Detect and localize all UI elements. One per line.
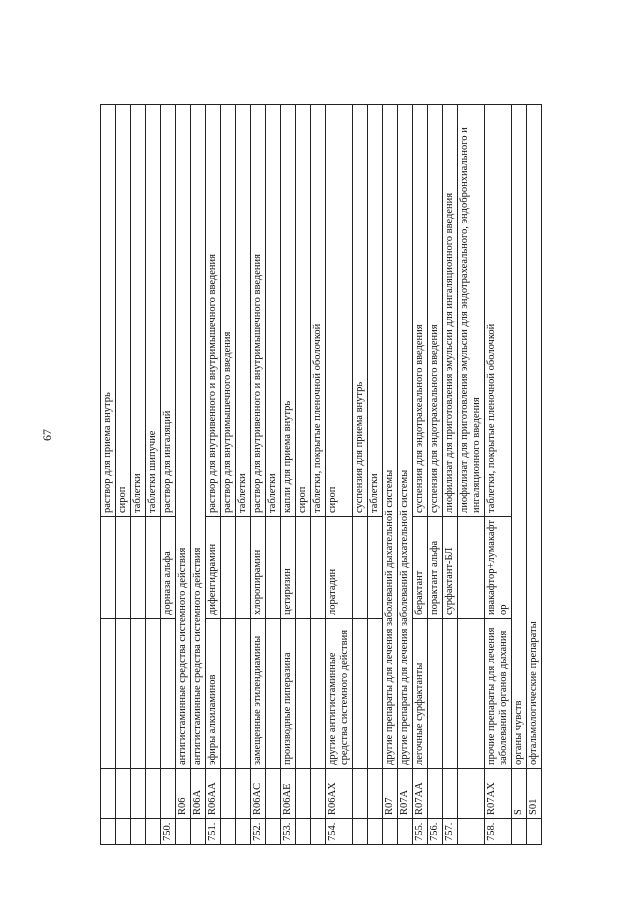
atc-code-cell: R06AE [281, 769, 296, 819]
dosage-form-cell: раствор для ингаляций [161, 105, 176, 517]
table-row [131, 105, 146, 845]
drug-name-cell [311, 517, 326, 619]
row-number-cell [368, 819, 383, 845]
atc-group-cell [368, 619, 383, 769]
row-number-cell [512, 819, 527, 845]
atc-group-cell [311, 619, 326, 769]
atc-code-cell: S [512, 769, 527, 819]
table-row [206, 105, 221, 845]
atc-group-cell: органы чувств [512, 105, 527, 769]
table-row [176, 105, 191, 845]
row-number-cell: 756. [428, 819, 443, 845]
atc-group-cell [146, 619, 161, 769]
atc-group-cell [161, 619, 176, 769]
dosage-form-cell: раствор для внутривенного и внутримышечного введения [251, 105, 266, 517]
atc-code-cell [101, 769, 116, 819]
table-row [428, 105, 443, 845]
atc-group-cell [236, 619, 251, 769]
row-number-cell [458, 819, 485, 845]
row-number-cell: 754. [326, 819, 353, 845]
table-row [296, 105, 311, 845]
dosage-form-cell: таблетки, покрытые пленочной оболочкой [311, 105, 326, 517]
atc-group-cell: офтальмологические препараты [527, 105, 542, 769]
drug-name-cell: цетиризин [281, 517, 296, 619]
row-number-cell: 750. [161, 819, 176, 845]
drug-name-cell: порактант альфа [428, 517, 443, 619]
atc-code-cell: R07AA [413, 769, 428, 819]
atc-code-cell: R06AA [206, 769, 221, 819]
table-row [527, 105, 542, 845]
table-row [398, 105, 413, 845]
table-row [383, 105, 398, 845]
atc-group-cell: эфиры алкиламинов [206, 619, 221, 769]
atc-code-cell: R07AX [485, 769, 512, 819]
table-row [413, 105, 428, 845]
atc-group-cell: другие антигистаминные средства системного действия [326, 619, 353, 769]
row-number-cell [383, 819, 398, 845]
atc-group-cell [266, 619, 281, 769]
dosage-form-cell: суспензия для эндотрахеального введения [413, 105, 428, 517]
atc-group-cell: антигистаминные средства системного действия [191, 105, 206, 769]
drug-table [100, 104, 542, 845]
dosage-form-cell: таблетки [368, 105, 383, 517]
atc-code-cell [368, 769, 383, 819]
row-number-cell: 757. [443, 819, 458, 845]
drug-name-cell [458, 517, 485, 619]
table-row [266, 105, 281, 845]
drug-name-cell [353, 517, 368, 619]
drug-name-cell [368, 517, 383, 619]
table-row [368, 105, 383, 845]
table-row [458, 105, 485, 845]
drug-name-cell: ивакафтор+лумакафтор [485, 517, 512, 619]
atc-group-cell [353, 619, 368, 769]
dosage-form-cell: суспензия для эндотрахеального введения [428, 105, 443, 517]
table-row [101, 105, 116, 845]
row-number-cell: 758. [485, 819, 512, 845]
drug-name-cell: берактант [413, 517, 428, 619]
atc-code-cell [146, 769, 161, 819]
drug-name-cell: дорназа альфа [161, 517, 176, 619]
atc-group-cell [221, 619, 236, 769]
table-row [512, 105, 527, 845]
dosage-form-cell: лиофилизат для приготовления эмульсии для ингаляционного введения [443, 105, 458, 517]
row-number-cell [116, 819, 131, 845]
drug-name-cell [146, 517, 161, 619]
atc-code-cell: R06AX [326, 769, 353, 819]
atc-code-cell [353, 769, 368, 819]
drug-name-cell [266, 517, 281, 619]
atc-group-cell [428, 619, 443, 769]
row-number-cell: 752. [251, 819, 266, 845]
atc-code-cell [116, 769, 131, 819]
dosage-form-cell: раствор для приема внутрь [101, 105, 116, 517]
atc-code-cell [266, 769, 281, 819]
dosage-form-cell: лиофилизат для приготовления эмульсии для эндотрахеального, эндобронхиального и ингаляционного введения [458, 105, 485, 517]
table-row [221, 105, 236, 845]
atc-code-cell [236, 769, 251, 819]
atc-code-cell: R06AC [251, 769, 266, 819]
atc-group-cell: другие препараты для лечения заболеваний дыхательной системы [398, 105, 413, 769]
row-number-cell [221, 819, 236, 845]
atc-code-cell [161, 769, 176, 819]
atc-group-cell [458, 619, 485, 769]
row-number-cell [353, 819, 368, 845]
atc-group-cell [116, 619, 131, 769]
table-row [311, 105, 326, 845]
atc-group-cell: антигистаминные средства системного действия [176, 105, 191, 769]
atc-group-cell: другие препараты для лечения заболеваний дыхательной системы [383, 105, 398, 769]
drug-name-cell [296, 517, 311, 619]
dosage-form-cell: сироп [296, 105, 311, 517]
atc-group-cell: производные пиперазина [281, 619, 296, 769]
dosage-form-cell: таблетки шипучие [146, 105, 161, 517]
atc-code-cell: R07 [383, 769, 398, 819]
dosage-form-cell: сироп [116, 105, 131, 517]
dosage-form-cell: раствор для внутримышечного введения [221, 105, 236, 517]
table-row [251, 105, 266, 845]
dosage-form-cell: таблетки, покрытые пленочной оболочкой [485, 105, 512, 517]
atc-code-cell: S01 [527, 769, 542, 819]
drug-name-cell: сурфактант-БЛ [443, 517, 458, 619]
row-number-cell: 751. [206, 819, 221, 845]
atc-group-cell [101, 619, 116, 769]
table-row [326, 105, 353, 845]
atc-code-cell [458, 769, 485, 819]
table-row [443, 105, 458, 845]
atc-code-cell [311, 769, 326, 819]
drug-name-cell [131, 517, 146, 619]
dosage-form-cell: сироп [326, 105, 353, 517]
table-row [116, 105, 131, 845]
atc-code-cell [296, 769, 311, 819]
row-number-cell [311, 819, 326, 845]
atc-group-cell [443, 619, 458, 769]
row-number-cell [236, 819, 251, 845]
table-row [485, 105, 512, 845]
atc-group-cell [131, 619, 146, 769]
dosage-form-cell: суспензия для приема внутрь [353, 105, 368, 517]
table-row [146, 105, 161, 845]
drug-name-cell [101, 517, 116, 619]
table-row [353, 105, 368, 845]
drug-name-cell: дифенгидрамин [206, 517, 221, 619]
row-number-cell [266, 819, 281, 845]
drug-name-cell [116, 517, 131, 619]
dosage-form-cell: таблетки [236, 105, 251, 517]
atc-group-cell [296, 619, 311, 769]
row-number-cell [146, 819, 161, 845]
row-number-cell [527, 819, 542, 845]
atc-code-cell [131, 769, 146, 819]
atc-code-cell: R07A [398, 769, 413, 819]
atc-group-cell: легочные сурфактанты [413, 619, 428, 769]
table-row [161, 105, 176, 845]
dosage-form-cell: таблетки [131, 105, 146, 517]
atc-group-cell: замещенные этилендиамины [251, 619, 266, 769]
drug-name-cell: лоратадин [326, 517, 353, 619]
atc-code-cell [428, 769, 443, 819]
row-number-cell: 753. [281, 819, 296, 845]
page-number: 67 [40, 429, 54, 441]
row-number-cell: 755. [413, 819, 428, 845]
atc-code-cell: R06A [191, 769, 206, 819]
dosage-form-cell: таблетки [266, 105, 281, 517]
row-number-cell [296, 819, 311, 845]
drug-name-cell [221, 517, 236, 619]
table-row [281, 105, 296, 845]
atc-code-cell [221, 769, 236, 819]
row-number-cell [191, 819, 206, 845]
table-row [236, 105, 251, 845]
row-number-cell [131, 819, 146, 845]
row-number-cell [398, 819, 413, 845]
table-row [191, 105, 206, 845]
drug-name-cell: хлоропирамин [251, 517, 266, 619]
dosage-form-cell: капли для приема внутрь [281, 105, 296, 517]
row-number-cell [101, 819, 116, 845]
atc-code-cell: R06 [176, 769, 191, 819]
drug-name-cell [236, 517, 251, 619]
dosage-form-cell: раствор для внутривенного и внутримышечного введения [206, 105, 221, 517]
atc-code-cell [443, 769, 458, 819]
row-number-cell [176, 819, 191, 845]
atc-group-cell: прочие препараты для лечения заболеваний органов дыхания [485, 619, 512, 769]
